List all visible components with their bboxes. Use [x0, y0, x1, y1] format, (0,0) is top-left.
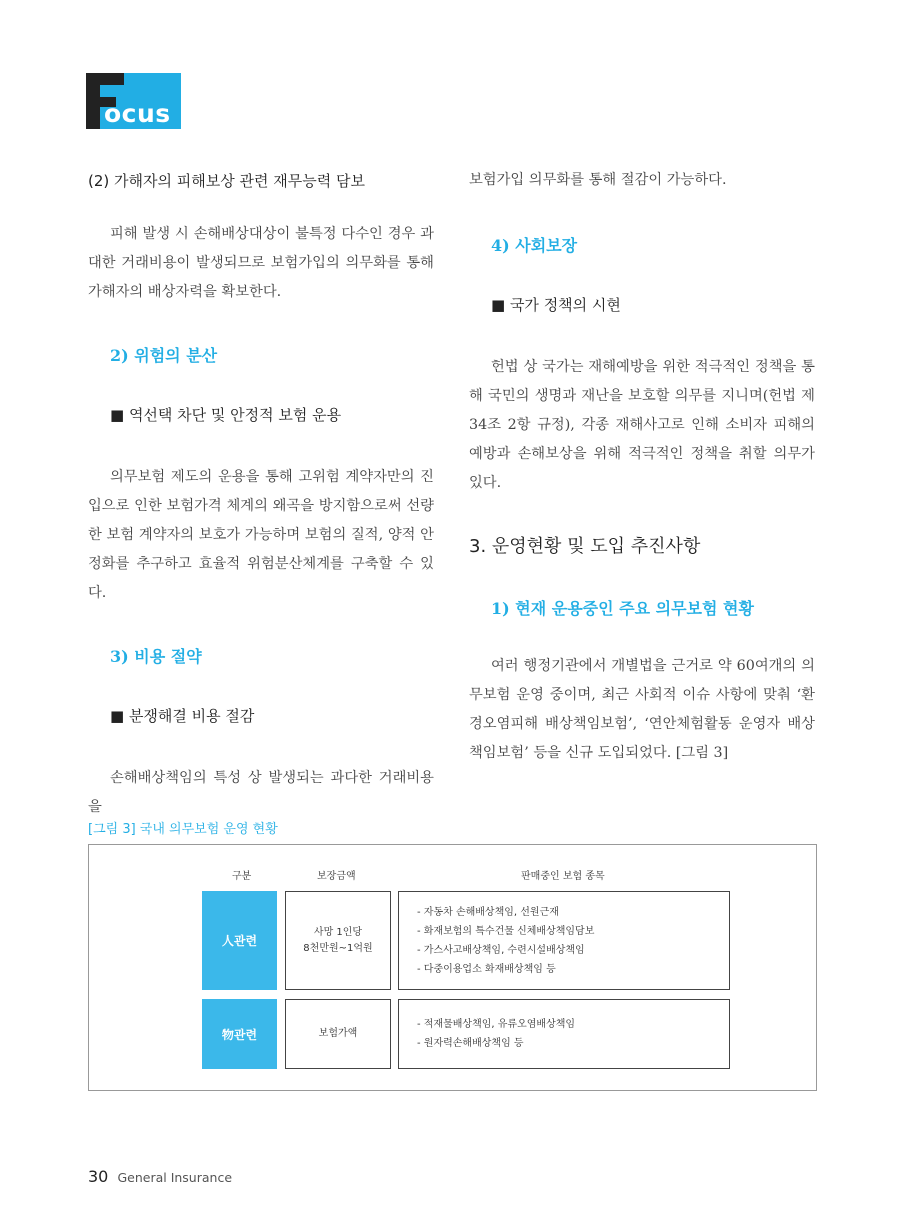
section-risk-spread: 2) 위험의 분산 [110, 346, 218, 365]
bullet-national-policy: ■ 국가 정책의 시현 [491, 296, 621, 314]
amount-person-line1: 사망 1인당 [313, 926, 363, 938]
figure-insurance-table [88, 844, 817, 1091]
subhead-financial-capacity: (2) 가해자의 피해보상 관련 재무능력 담보 [88, 172, 365, 190]
list-item: - 원자력손해배상책임 등 [417, 1038, 524, 1049]
figure-title: [그림 3] 국내 의무보험 운영 현황 [88, 822, 278, 837]
items-property [398, 999, 730, 1069]
section-social-security: 4) 사회보장 [491, 236, 578, 255]
paragraph-cost-saving-cont: 보험가입 의무화를 통해 절감이 가능하다. [469, 172, 727, 188]
publication-title: General Insurance [117, 1170, 233, 1185]
logo-text: ocus [104, 99, 171, 128]
paragraph-cost-saving: 손해배상책임의 특성 상 발생되는 과다한 거래비용을 [88, 770, 434, 815]
list-item: - 화재보험의 특수건물 신체배상책임담보 [417, 925, 595, 937]
category-property: 物관련 [202, 999, 277, 1069]
heading-operation-status: 3. 운영현황 및 도입 추진사항 [469, 536, 701, 557]
amount-property-line1: 보험가액 [318, 1028, 358, 1039]
list-item: - 적재물배상책임, 유류오염배상책임 [417, 1019, 576, 1030]
header-category: 구분 [232, 871, 252, 882]
header-items: 판매중인 보험 종목 [521, 871, 605, 882]
list-item: - 가스사고배상책임, 수련시설배상책임 [417, 944, 585, 956]
paragraph-current-insurance: 여러 행정기관에서 개별법을 근거로 약 60여개의 의무보험 운영 중이며, 최근 사회적 이슈 사항에 맞춰 ‘환경오염피해 배상책임보험’, ‘연안체험활동 운영자 배상책임보험’ 등을 신규 도입되었다. [그림 3] [469, 658, 815, 761]
section-current-insurance: 1) 현재 운용중인 주요 의무보험 현황 [491, 599, 754, 618]
paragraph-risk-spread: 의무보험 제도의 운용을 통해 고위험 계약자만의 진입으로 인한 보험가격 체계의 왜곡을 방지함으로써 선량한 보험 계약자의 보호가 가능하며 보험의 질적, 양적 안정화를 추구하고 효율적 위험분산체계를 구축할 수 있다. [88, 469, 434, 601]
focus-logo [86, 73, 181, 129]
page-footer [88, 1167, 232, 1186]
list-item: - 다중이용업소 화재배상책임 등 [417, 963, 556, 975]
paragraph-compensation: 피해 발생 시 손해배상대상이 불특정 다수인 경우 과대한 거래비용이 발생되므로 보험가입의 의무화를 통해 가해자의 배상자력을 확보한다. [88, 226, 434, 300]
paragraph-national-policy: 헌법 상 국가는 재해예방을 위한 적극적인 정책을 통해 국민의 생명과 재난을 보호할 의무를 지니며(헌법 제34조 2항 규정), 각종 재해사고로 인해 소비자 피해의 예방과 손해보상을 위해 적극적인 정책을 취할 의무가 있다. [469, 359, 815, 491]
category-person: 人관련 [202, 891, 277, 990]
logo-f-top-bar [86, 73, 124, 85]
bullet-dispute-cost: ■ 분쟁해결 비용 절감 [110, 707, 255, 725]
list-item: - 자동차 손해배상책임, 선원근재 [417, 906, 559, 918]
section-cost-saving: 3) 비용 절약 [110, 647, 202, 666]
amount-property [285, 999, 391, 1069]
amount-person-line2: 8천만원~1억원 [303, 942, 373, 954]
left-column [88, 160, 434, 822]
items-person [398, 891, 730, 990]
amount-person [285, 891, 391, 990]
bullet-adverse-selection: ■ 역선택 차단 및 안정적 보험 운용 [110, 406, 342, 424]
page-number: 30 [88, 1167, 109, 1186]
header-amount: 보장금액 [317, 871, 356, 882]
right-column [469, 160, 815, 768]
